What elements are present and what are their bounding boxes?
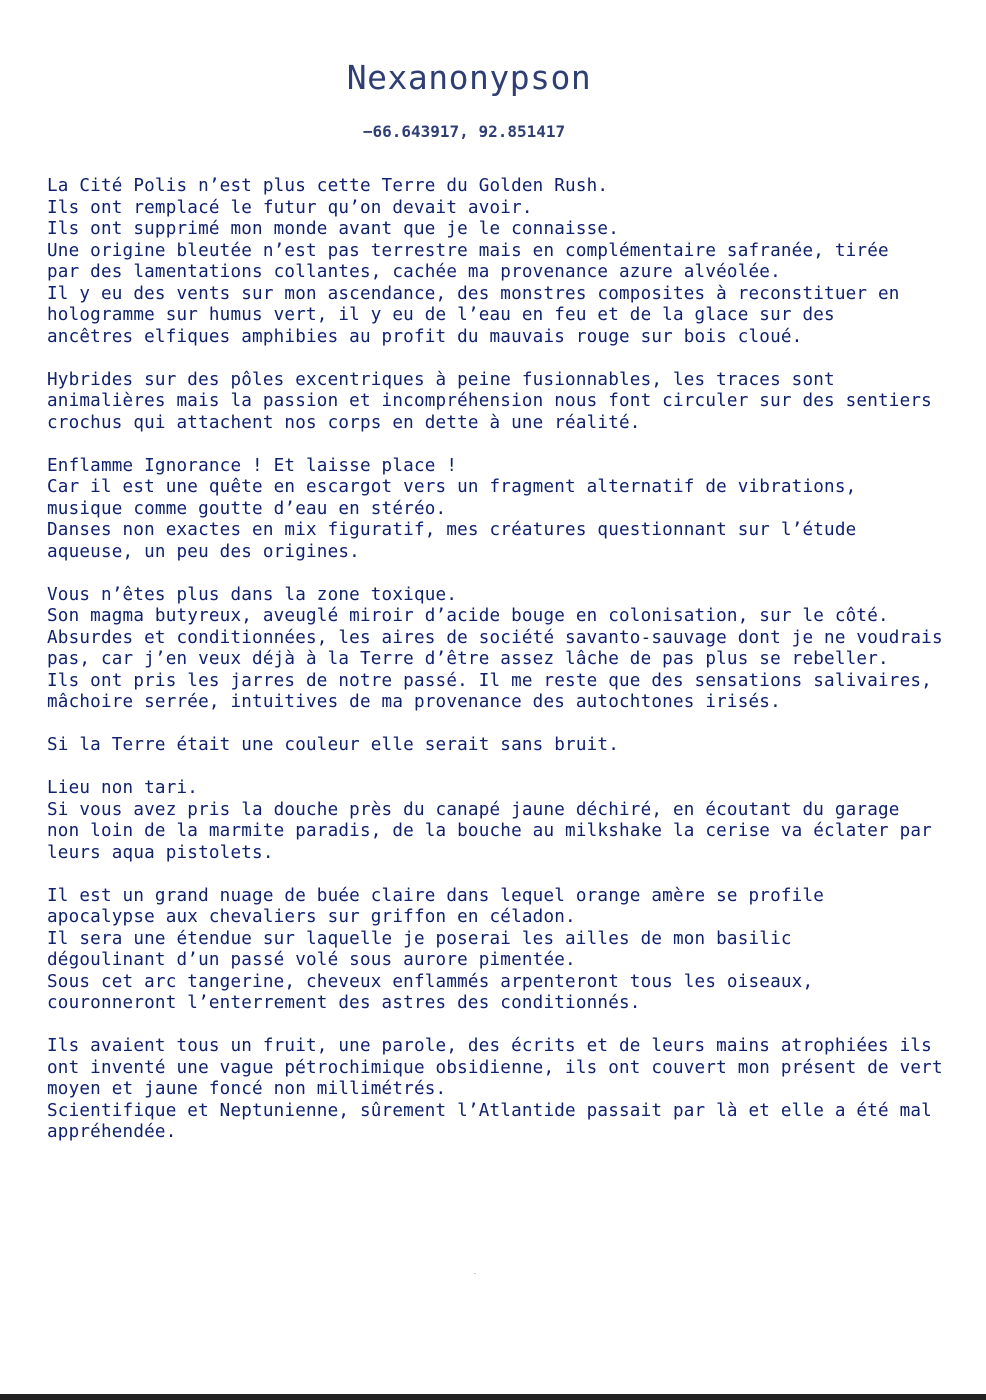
poem-line: ancêtres elfiques amphibies au profit du mauvais rouge sur bois cloué. xyxy=(47,326,803,347)
poem-line: Ils ont pris les jarres de notre passé. Il me reste que des sensations salivaires, xyxy=(47,670,932,691)
poem-line: hologramme sur humus vert, il y eu de l’eau en feu et de la glace sur des xyxy=(47,305,835,325)
poem-line: Il y eu des vents sur mon ascendance, des monstres composites à reconstituer en xyxy=(47,283,900,304)
poem-line: Absurdes et conditionnées, les aires de société savanto-sauvage dont je ne voudrais xyxy=(47,627,943,648)
stanza xyxy=(47,886,977,1015)
stanza xyxy=(47,456,977,564)
poem-line: crochus qui attachent nos corps en dette à une réalité. xyxy=(47,412,641,433)
stanza xyxy=(47,778,977,864)
poem-line: Vous n’êtes plus dans la zone toxique. xyxy=(47,584,458,605)
poem-line: mâchoire serrée, intuitives de ma provenance des autochtones irisés. xyxy=(47,692,781,712)
poem-line: aqueuse, un peu des origines. xyxy=(47,541,360,562)
poem-line: dégoulinant d’un passé volé sous aurore pimentée. xyxy=(47,950,576,970)
poem-line: Son magma butyreux, aveuglé miroir d’acide bouge en colonisation, sur le côté. xyxy=(47,606,889,626)
poem-line: moyen et jaune foncé non millimétrés. xyxy=(47,1079,447,1099)
poem-line: par des lamentations collantes, cachée ma provenance azure alvéolée. xyxy=(47,262,781,282)
poem-line: pas, car j’en veux déjà à la Terre d’être assez lâche de pas plus se rebeller. xyxy=(47,649,889,669)
poem-line: Enflamme Ignorance ! Et laisse place ! xyxy=(47,455,458,476)
stanza xyxy=(47,370,977,435)
poem-line: couronneront l’enterrement des astres des conditionnés. xyxy=(47,993,641,1013)
poem-line: apocalypse aux chevaliers sur griffon en céladon. xyxy=(47,907,576,927)
poem-line: Ils ont remplacé le futur qu’on devait avoir. xyxy=(47,197,533,218)
stanza xyxy=(47,735,977,757)
poem-line: Danses non exactes en mix figuratif, mes créatures questionnant sur l’étude xyxy=(47,520,857,540)
stray-mark xyxy=(474,1273,476,1274)
poem-line: non loin de la marmite paradis, de la bouche au milkshake la cerise va éclater par xyxy=(47,821,932,841)
poem-body xyxy=(47,176,977,1165)
poem-line: Une origine bleutée n’est pas terrestre mais en complémentaire safranée, tirée xyxy=(47,240,889,261)
poem-line: Car il est une quête en escargot vers un fragment alternatif de vibrations, xyxy=(47,477,857,497)
poem-line: musique comme goutte d’eau en stéréo. xyxy=(47,498,447,519)
poem-line: Sous cet arc tangerine, cheveux enflammés arpenteront tous les oiseaux, xyxy=(47,971,814,992)
coordinates: −66.643917, 92.851417 xyxy=(362,122,566,141)
poem-line: Il sera une étendue sur laquelle je poserai les ailles de mon basilic xyxy=(47,928,792,949)
poem-line: animalières mais la passion et incompréhension nous font circuler sur des sentiers xyxy=(47,391,932,411)
poem-line: appréhendée. xyxy=(47,1122,177,1142)
poem-line: leurs aqua pistolets. xyxy=(47,842,274,863)
bottom-border xyxy=(0,1394,986,1400)
poem-line: ont inventé une vague pétrochimique obsidienne, ils ont couvert mon présent de vert xyxy=(47,1057,943,1078)
poem-line: Hybrides sur des pôles excentriques à peine fusionnables, les traces sont xyxy=(47,369,835,390)
poem-line: Si la Terre était une couleur elle serait sans bruit. xyxy=(47,735,619,755)
poem-line: La Cité Polis n’est plus cette Terre du Golden Rush. xyxy=(47,176,609,196)
poem-line: Scientifique et Neptunienne, sûrement l’Atlantide passait par là et elle a été mal xyxy=(47,1100,932,1121)
poem-line: Il est un grand nuage de buée claire dans lequel orange amère se profile xyxy=(47,885,825,906)
poem-line: Si vous avez pris la douche près du canapé jaune déchiré, en écoutant du garage xyxy=(47,799,900,820)
stanza xyxy=(47,1036,977,1144)
poem-line: Ils ont supprimé mon monde avant que je le connaisse. xyxy=(47,219,619,239)
poem-line: Ils avaient tous un fruit, une parole, des écrits et de leurs mains atrophiées ils xyxy=(47,1036,932,1056)
stanza xyxy=(47,176,977,348)
poem-title: Nexanonypson xyxy=(346,58,592,97)
stanza xyxy=(47,585,977,714)
poem-line: Lieu non tari. xyxy=(47,778,199,798)
